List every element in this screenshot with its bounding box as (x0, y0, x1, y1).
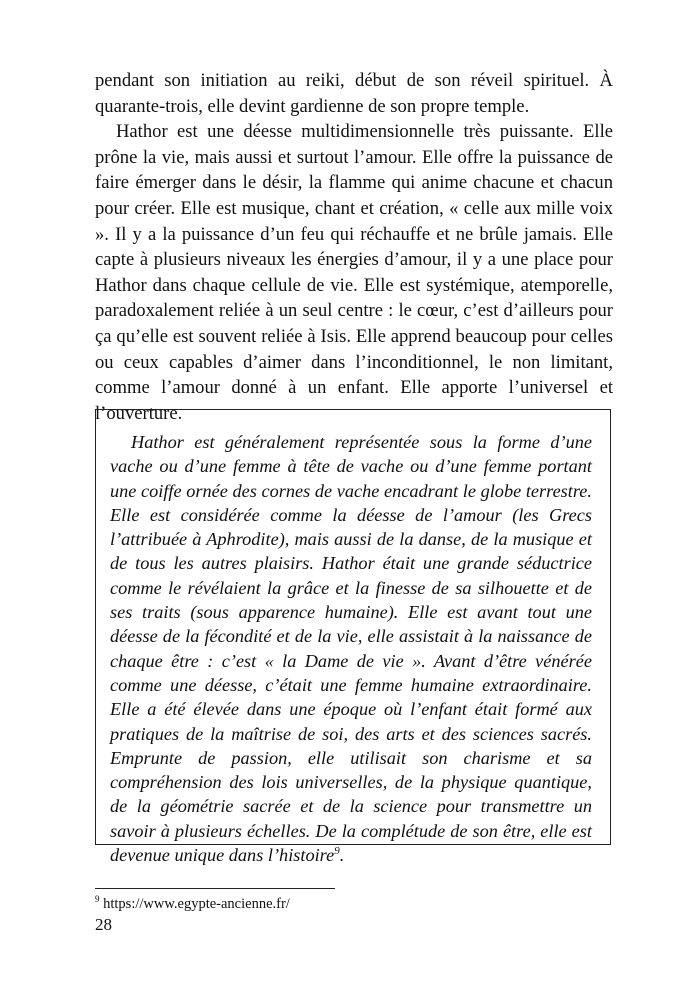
footnote-separator (95, 888, 335, 889)
paragraph-continued: pendant son initiation au reiki, début de son réveil spirituel. À quarante-trois, elle devint gardienne de son propre temple. (95, 70, 613, 117)
footnote-link[interactable]: https://www.egypte-ancienne.fr/ (99, 896, 290, 912)
boxed-note (95, 409, 611, 866)
footnote-reference[interactable]: 9 (334, 844, 340, 857)
footnote-number: 9 (95, 894, 100, 905)
boxed-note-text (110, 430, 592, 867)
page-number: 28 (95, 915, 112, 934)
boxed-note-end: . (339, 845, 345, 866)
footnote (95, 895, 290, 913)
boxed-note-body: Hathor est généralement représentée sous la forme d’une vache ou d’une femme à tête de vache ou d’une femme portant une coiffe ornée des cornes de vache encadrant le globe terrestre. Elle est considérée comme la déesse de l’amour (les Grecs l’attribuée à Aphrodite), mais aussi de la danse, de la musique et de tous les autres plaisirs. Hathor était une grande séductrice comme le révélaient la grâce et la finesse de sa silhouette et de ses traits (sous apparence humaine). Elle est avant tout une déesse de la fécondité et de la vie, elle assistait à la naissance de chaque être : c’est « la Dame de vie ». Avant d’être vénérée comme une déesse, c’était une femme humaine extraordinaire. Elle a été élevée dans une époque où l’enfant était formé aux pratiques de la maîtrise de soi, des arts et des sciences sacrés. Emprunte de passion, elle utilisait son charisme et sa compréhension des lois universelles, de la physique quantique, de la géométrie sacrée et de la science pour transmettre un savoir à plusieurs échelles. De la complétude de son être, elle est devenue unique dans l’histoire (110, 432, 592, 866)
paragraph-hathor: Hathor est une déesse multidimensionnelle très puissante. Elle prône la vie, mais aussi et surtout l’amour. Elle offre la puissance de faire émerger dans le désir, la flamme qui anime chacune et chacun pour créer. Elle est musique, chant et création, « celle aux mille voix ». Il y a la puissance d’un feu qui réchauffe et ne brûle jamais. Elle capte à plusieurs niveaux les énergies d’amour, il y a une place pour Hathor dans chaque cellule de vie. Elle est systémique, atemporelle, paradoxalement reliée à un seul centre : le cœur, c’est d’ailleurs pour ça qu’elle est souvent reliée à Isis. Elle apprend beaucoup pour celles ou ceux capables d’aimer dans l’inconditionnel, le non limitant, comme l’amour donné à un enfant. Elle apporte l’universel et l’ouverture. (95, 121, 613, 424)
main-text (95, 68, 613, 426)
